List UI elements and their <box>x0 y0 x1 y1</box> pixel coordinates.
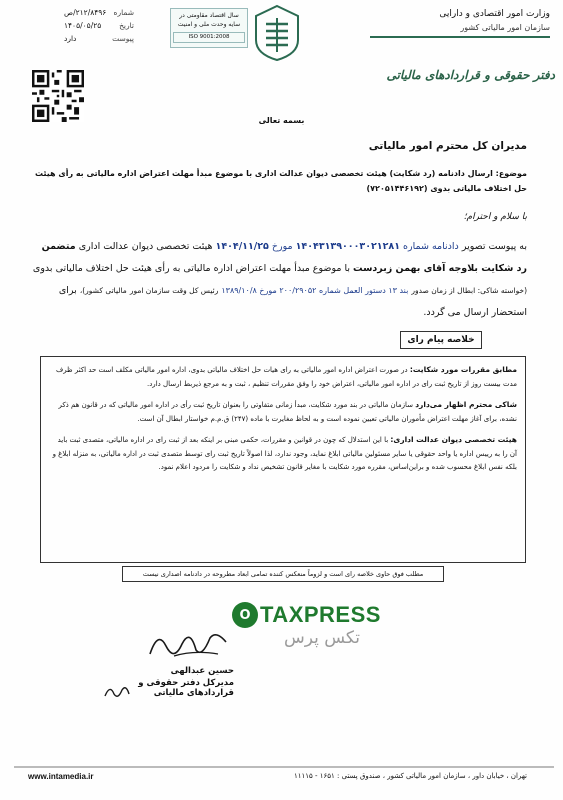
verdict-date: ۱۴۰۴/۱۱/۲۵ <box>215 241 269 252</box>
complaint-rejection: متضمن رد شکایت بلاوجه آقای بهمن زبردست <box>41 241 527 274</box>
footer-rule <box>14 766 554 768</box>
taxpress-badge-icon: O <box>232 602 258 628</box>
attachment-label: پیوست <box>112 34 134 43</box>
date-label: تاریخ <box>119 21 134 30</box>
verdict-number: ۱۴۰۴۳۱۳۹۰۰۰۳۰۲۱۲۸۱ <box>295 241 400 252</box>
slogan-banner <box>170 8 248 48</box>
office-title: دفتر حقوقی و قراردادهای مالیاتی <box>386 68 555 82</box>
summary-section-regulation <box>49 363 517 391</box>
qr-code-icon <box>32 70 84 122</box>
slogan-text: سال اقتصاد مقاومتی در سایه وحدت ملی و امنیت <box>177 12 241 28</box>
verdict-date-label: مورخ <box>271 241 293 252</box>
ministry-name: وزارت امور اقتصادی و دارایی <box>439 9 550 19</box>
summary-section-court <box>49 433 517 475</box>
plaintiff-request: (خواسته شاکی: ابطال از زمان صدور <box>411 286 527 295</box>
tax-organization-emblem-icon <box>252 4 302 62</box>
recipient-line: مدیران کل محترم امور مالیاتی <box>368 140 527 152</box>
instruction-reference: بند ۱۳ دستور العمل شماره ۲۰۰/۲۹۰۵۲ مورخ ۱۳۸۹/۱۰/۸ <box>221 286 409 295</box>
heading-rule <box>370 36 550 38</box>
para-subject: با موضوع مبدأ مهلت اعتراض اداره مالیاتی به رأی هیئت <box>131 263 350 274</box>
section-text: با این استدلال که چون در قوانین و مقررات، حکمی مبنی بر اینکه بعد از ثبت رای در اداره مالیاتی، متصدی ثبت باید آن را به رییس اداره یا واحد حقوقی یا سایر مسئولین مالیاتی ابلاغ نماید، وجود ندارد، لذا اصولاً تاریخ ثبت رای توسط متصدی ثبت در اداره مالیاتی، به منزله ابلاغ و بلکه نفس ابلاغ محسوب شده و براین‌اساس، مقرره مورد شکایت با مغایر قانون تشخیص نداد و شکایت را مردود اعلام نمود. <box>52 436 517 471</box>
board-type: حل اختلاف مالیاتی بدوی <box>32 263 129 274</box>
section-text: سازمان مالیاتی در بند مورد شکایت، مبدأ زمانی متفاوتی را بعنوان تاریخ ثبت رأی در اداره امور مالیاتی که در قانون هم ذکر نشده، برای آغاز مهلت اعتراض مأموران مالیاتی تعیین نموده است و به لحاظ مغایرت با ماده (۲۴۷) ق.م.م خواستار ابطال آن است. <box>58 401 517 423</box>
verdict-number-label: دادنامه شماره <box>403 241 459 252</box>
section-heading: شاکی محترم اظهار می‌دارد <box>415 400 517 409</box>
organization-name: سازمان امور مالیاتی کشور <box>460 23 550 32</box>
letter-number: ۲۱۲/۸۴۹۶/ص <box>64 8 107 17</box>
attachment-value: دارد <box>64 34 77 43</box>
chief-reference: رئیس کل وقت سازمان امور <box>129 286 219 295</box>
court-board: هیئت تخصصی دیوان عدالت اداری <box>78 241 213 252</box>
signer-name: حسین عبدالهی <box>170 666 234 676</box>
taxpress-logo <box>232 602 412 628</box>
summary-footnote: مطلب فوق حاوی خلاصه رای است و لزوماً منعکس کننده تمامی ابعاد مطروحه در دادنامه اصداری نیست <box>122 566 444 582</box>
salutation: با سلام و احترام؛ <box>463 212 527 222</box>
subject-line: موضوع: ارسال دادنامه (رد شکایت) هیئت تخصصی دیوان عدالت اداری با موضوع مبدأ مهلت اعتراض اداره مالیاتی به رأی هیئت حل اختلاف مالیاتی بدوی (۷۲۰۵۱۴۴۶۱۹۲) <box>35 169 527 193</box>
para-closing: برای استحضار ارسال می گردد. <box>58 285 527 318</box>
main-paragraph <box>30 236 527 324</box>
taxpress-wordmark: TAXPRESS <box>260 602 381 627</box>
summary-title: خلاصه پیام رای <box>400 331 482 349</box>
letter-meta <box>64 6 134 45</box>
para-intro: به پیوست تصویر <box>461 241 527 252</box>
initials-scribble-icon <box>102 682 132 702</box>
section-heading: مطابق مقررات مورد شکایت: <box>409 365 517 374</box>
summary-box <box>40 356 526 563</box>
organization-reference: مالیاتی کشور)، <box>79 286 127 295</box>
ministry-heading <box>320 8 550 38</box>
taxpress-watermark <box>232 602 412 662</box>
handwritten-signature-icon <box>144 624 234 662</box>
section-heading: هیئت تخصصی دیوان عدالت اداری: <box>390 435 517 444</box>
bismillah-heading: بسمه تعالی <box>258 116 305 125</box>
iso-badge: ISO 9001:2008 <box>173 32 245 43</box>
postal-address: تهران ، خیابان داور ، سازمان امور مالیاتی کشور ، صندوق پستی : ۱۶۵۱ - ۱۱۱۱۵ <box>293 772 527 780</box>
number-label: شماره <box>113 8 134 17</box>
section-text: در صورت اعتراض اداره امور مالیاتی به رای هیات حل اختلاف مالیاتی بدوی، اداره امور مالیاتی مکلف است حد اکثر ظرف مدت بیست روز از تاریخ ثبت رای در اداره امور مالیاتی، اعتراض خود را وفق مقررات تنظیم ، ثبت و به مرجع ذیربط ارسال دارد. <box>55 366 517 388</box>
letter-date: ۱۴۰۵/۰۵/۲۵ <box>64 21 102 30</box>
summary-section-plaintiff <box>49 398 517 426</box>
website-link[interactable]: www.intamedia.ir <box>28 772 94 781</box>
signer-title: مدیرکل دفتر حقوقی و قراردادهای مالیاتی <box>138 678 234 698</box>
taxpress-persian-wordmark: تکس پرس <box>283 628 361 648</box>
